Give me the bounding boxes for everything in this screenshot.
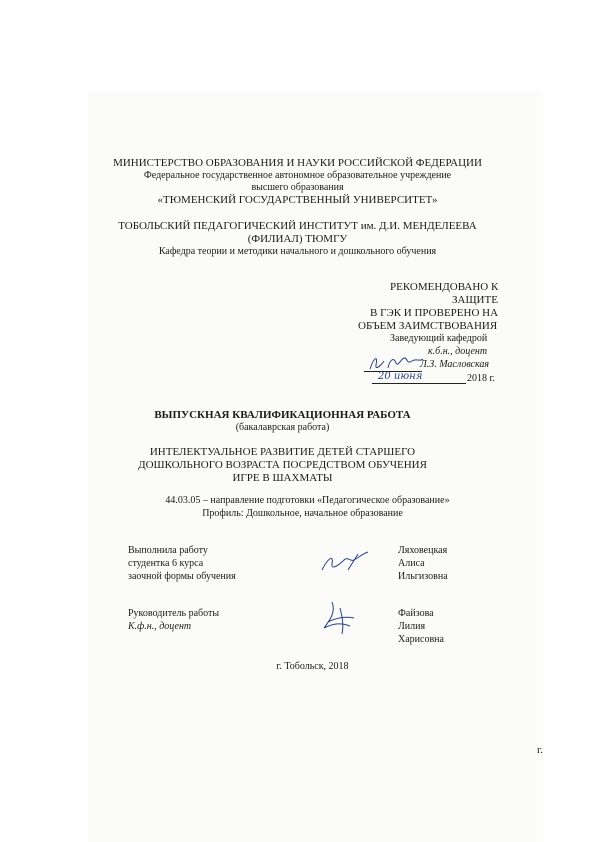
supervisor-signature-icon (320, 598, 360, 638)
study-profile: Профиль: Дошкольное, начальное образование (202, 508, 403, 519)
thesis-title-line-2: ДОШКОЛЬНОГО ВОЗРАСТА ПОСРЕДСТВОМ ОБУЧЕНИЯ (138, 459, 427, 471)
approval-line-3: В ГЭК И ПРОВЕРЕНО НА (370, 307, 499, 319)
institution-line-1: Федеральное государственное автономное образовательное учреждение (143, 170, 452, 181)
city-year: г. Тобольск, 2018 (276, 661, 349, 672)
head-degree: к.б.н., доцент (428, 346, 488, 357)
author-role-line-1: Выполнила работу (128, 545, 208, 556)
thesis-title-line-3: ИГРЕ В ШАХМАТЫ (232, 472, 333, 484)
author-patronymic: Ильгизовна (398, 571, 448, 582)
supervisor-surname: Файзова (398, 608, 434, 619)
author-surname: Ляховецкая (398, 545, 448, 556)
date-line (372, 383, 466, 384)
supervisor-patronymic: Харисовна (398, 634, 444, 645)
approval-line-4: ОБЪЕМ ЗАИМСТВОВАНИЯ (358, 320, 498, 332)
handwritten-date: 20 июня (378, 371, 423, 382)
margin-mark: г. (537, 744, 544, 756)
study-direction: 44.03.05 – направление подготовки «Педагогическое образование» (165, 495, 450, 506)
approval-line-2: ЗАЩИТЕ (452, 294, 498, 306)
institute-name-line-2: (ФИЛИАЛ) ТЮМГУ (247, 233, 348, 245)
supervisor-role: Руководитель работы (128, 608, 220, 619)
work-subtype: (бакалаврская работа) (235, 422, 330, 433)
author-name: Алиса (398, 558, 425, 569)
approval-year: 2018 г. (467, 373, 495, 384)
thesis-title-line-1: ИНТЕЛЕКТУАЛЬНОЕ РАЗВИТИЕ ДЕТЕЙ СТАРШЕГО (149, 446, 416, 458)
institute-name-line-1: ТОБОЛЬСКИЙ ПЕДАГОГИЧЕСКИЙ ИНСТИТУТ им. Д.И. МЕНДЕЛЕЕВА (118, 220, 477, 232)
head-of-department-title: Заведующий кафедрой (390, 333, 488, 344)
ministry-heading: МИНИСТЕРСТВО ОБРАЗОВАНИЯ И НАУКИ РОССИЙСКОЙ ФЕДЕРАЦИИ (113, 157, 482, 169)
supervisor-degree: К.ф.н., доцент (128, 621, 192, 632)
university-name: «ТЮМЕНСКИЙ ГОСУДАРСТВЕННЫЙ УНИВЕРСИТЕТ» (157, 194, 438, 206)
department-name: Кафедра теории и методики начального и дошкольного обучения (158, 246, 437, 257)
author-signature-icon (318, 548, 374, 576)
approval-line-1: РЕКОМЕНДОВАНО К (390, 281, 499, 293)
author-role-line-3: заочной формы обучения (128, 571, 236, 582)
supervisor-name: Лилия (398, 621, 426, 632)
head-signature-icon (366, 353, 426, 373)
work-type-heading: ВЫПУСКНАЯ КВАЛИФИКАЦИОННАЯ РАБОТА (154, 409, 411, 421)
author-role-line-2: студентка 6 курса (128, 558, 204, 569)
head-name: Л.З. Масловская (420, 359, 490, 370)
institution-line-2: высшего образования (251, 182, 344, 193)
